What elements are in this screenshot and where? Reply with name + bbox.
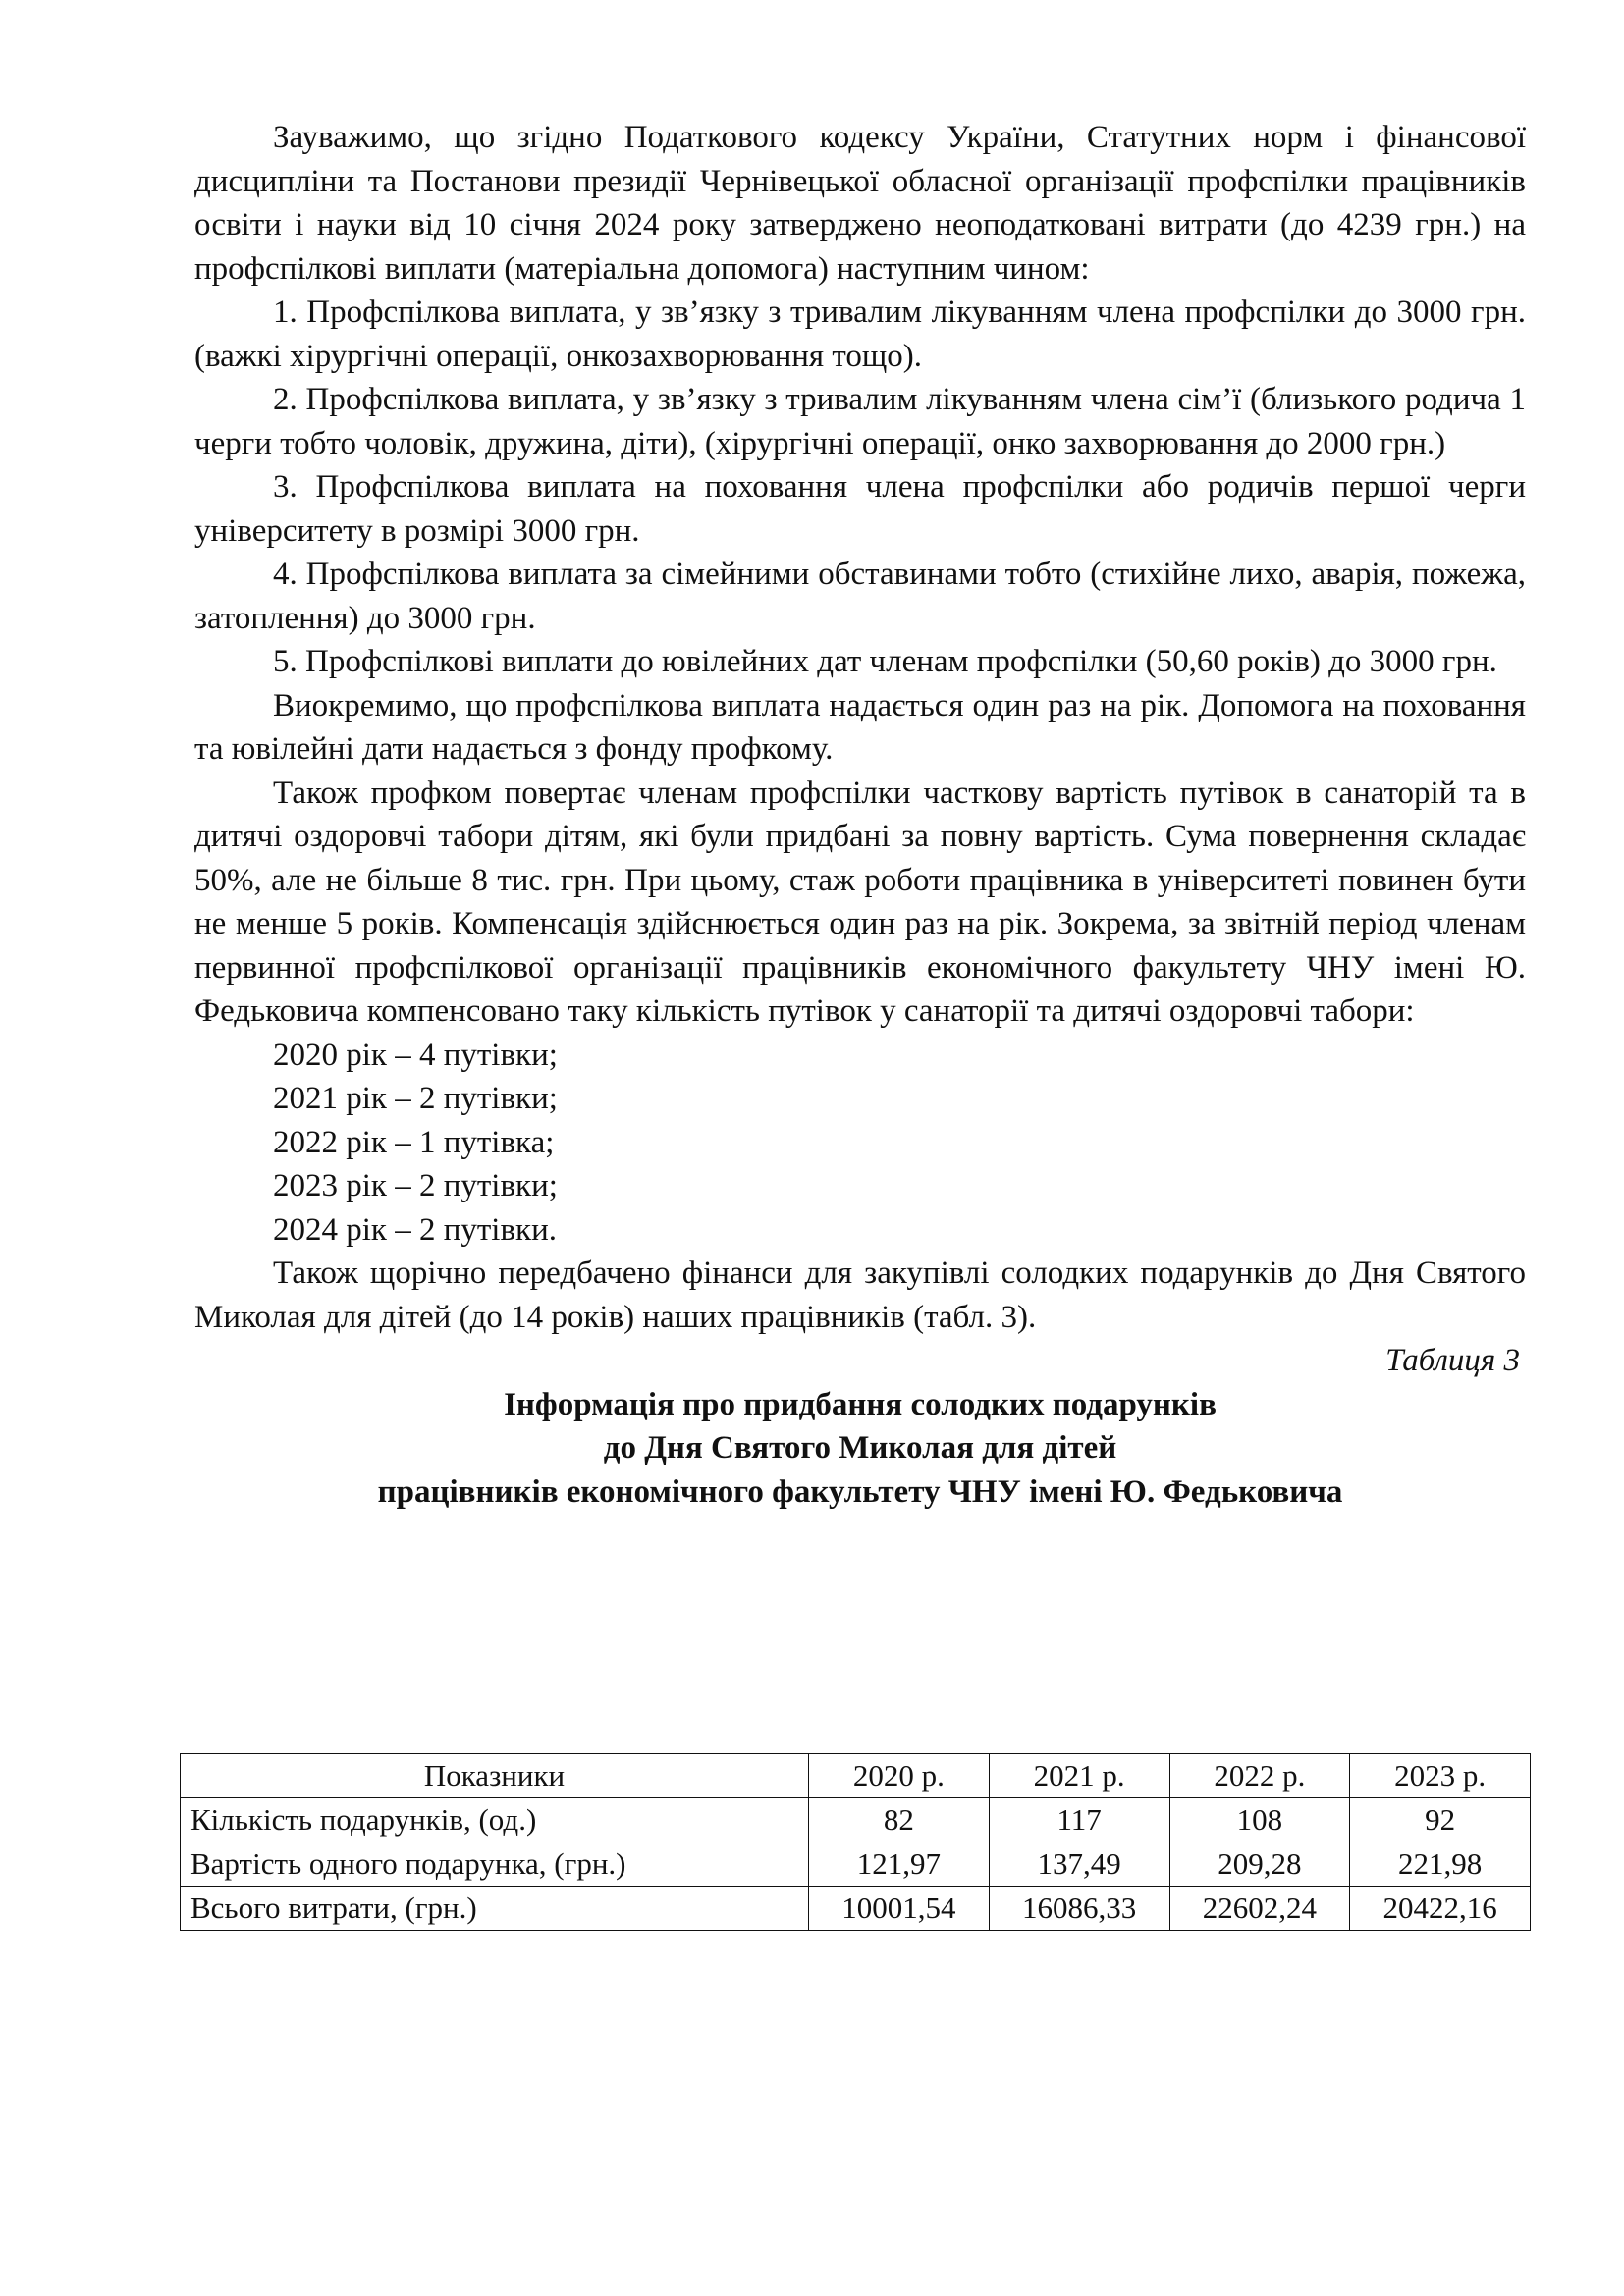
list-item-4: 4. Профспілкова виплата за сімейними обставинами тобто (стихійне лихо, аварія, пожежа, затоплення) до 3000 грн. [194,557,1526,636]
year-line-2023: 2023 рік – 2 путівки; [273,1168,558,1203]
table-cell: 16086,33 [989,1887,1169,1931]
paragraph-note: Виокремимо, що профспілкова виплата надається один раз на рік. Допомога на поховання та ювілейні дати надається з фонду профкому. [194,687,1526,767]
table-caption: Таблиця 3 [1385,1343,1520,1378]
table-header-cell: 2020 р. [809,1754,990,1798]
table-title-line-2: до Дня Святого Миколая для дітей [603,1430,1117,1466]
table-row [181,1842,1531,1887]
year-line-2024: 2024 рік – 2 путівки. [273,1211,557,1248]
year-line-2021: 2021 рік – 2 путівки; [273,1081,558,1116]
list-item-5: 5. Профспілкові виплати до ювілейних дат членам профспілки (50,60 років) до 3000 грн. [273,644,1497,679]
table-cell: 92 [1350,1798,1531,1842]
table-cell: 137,49 [989,1842,1169,1887]
table-title-line-1: Інформація про придбання солодких подарунків [504,1386,1217,1422]
table-header-cell: 2021 р. [989,1754,1169,1798]
gifts-table [180,1753,1531,1931]
year-line-2022: 2022 рік – 1 путівка; [273,1124,555,1160]
table-row [181,1887,1531,1931]
table-header-cell: 2022 р. [1169,1754,1350,1798]
table-cell: 20422,16 [1350,1887,1531,1931]
table-cell: Вартість одного подарунка, (грн.) [181,1842,809,1887]
table-title-line-3: працівників економічного факультету ЧНУ імені Ю. Федьковича [377,1473,1343,1510]
table-header-cell: 2023 р. [1350,1754,1531,1798]
table-cell: 82 [809,1798,990,1842]
list-item-3: 3. Профспілкова виплата на поховання члена профспілки або родичів першої черги університету в розмірі 3000 грн. [194,469,1526,549]
table-cell: 10001,54 [809,1887,990,1931]
paragraph-compensation: Також профком повертає членам профспілки часткову вартість путівок в санаторій та в дитячі оздоровчі табори дітям, які були придбані за повну вартість. Сума повернення складає 50%, але не більше 8 тис. грн. При цьому, стаж роботи працівника в університеті повинен бути не менше 5 років. Компенсація здійснюється один раз на рік. Зокрема, за звітній період членам первинної профспілкової організації працівників економічного факультету ЧНУ імені Ю. Федьковича компенсовано таку кількість путівок у санаторії та дитячі оздоровчі табори: [194,774,1526,1029]
table-cell: Всього витрати, (грн.) [181,1887,809,1931]
table-cell: 221,98 [1350,1842,1531,1887]
year-line-2020: 2020 рік – 4 путівки; [273,1037,558,1073]
table-cell: 108 [1169,1798,1350,1842]
list-item-2: 2. Профспілкова виплата, у зв’язку з тривалим лікуванням члена сім’ї (близького родича 1 черги тобто чоловік, дружина, діти), (хірургічні операції, онко захворювання до 2000 грн.) [194,382,1526,461]
table-header-row [181,1754,1531,1798]
table-row [181,1798,1531,1842]
table-cell: 209,28 [1169,1842,1350,1887]
paragraph-intro: Зауважимо, що згідно Податкового кодексу України, Статутних норм і фінансової дисципліни та Постанови президії Чернівецької обласної організації профспілки працівників освіти і науки від 10 січня 2024 року затверджено неоподатковані витрати (до 4239 грн.) на профспілкові виплати (матеріальна допомога) наступним чином: [194,120,1526,287]
table-header-cell: Показники [181,1754,809,1798]
paragraph-gifts: Також щорічно передбачено фінанси для закупівлі солодких подарунків до Дня Святого Миколая для дітей (до 14 років) наших працівників (табл. 3). [194,1255,1526,1335]
list-item-1: 1. Профспілкова виплата, у зв’язку з тривалим лікуванням члена профспілки до 3000 грн. (важкі хірургічні операції, онкозахворювання тощо). [194,294,1526,374]
table-cell: 117 [989,1798,1169,1842]
table-cell: 22602,24 [1169,1887,1350,1931]
table-cell: Кількість подарунків, (од.) [181,1798,809,1842]
table-cell: 121,97 [809,1842,990,1887]
